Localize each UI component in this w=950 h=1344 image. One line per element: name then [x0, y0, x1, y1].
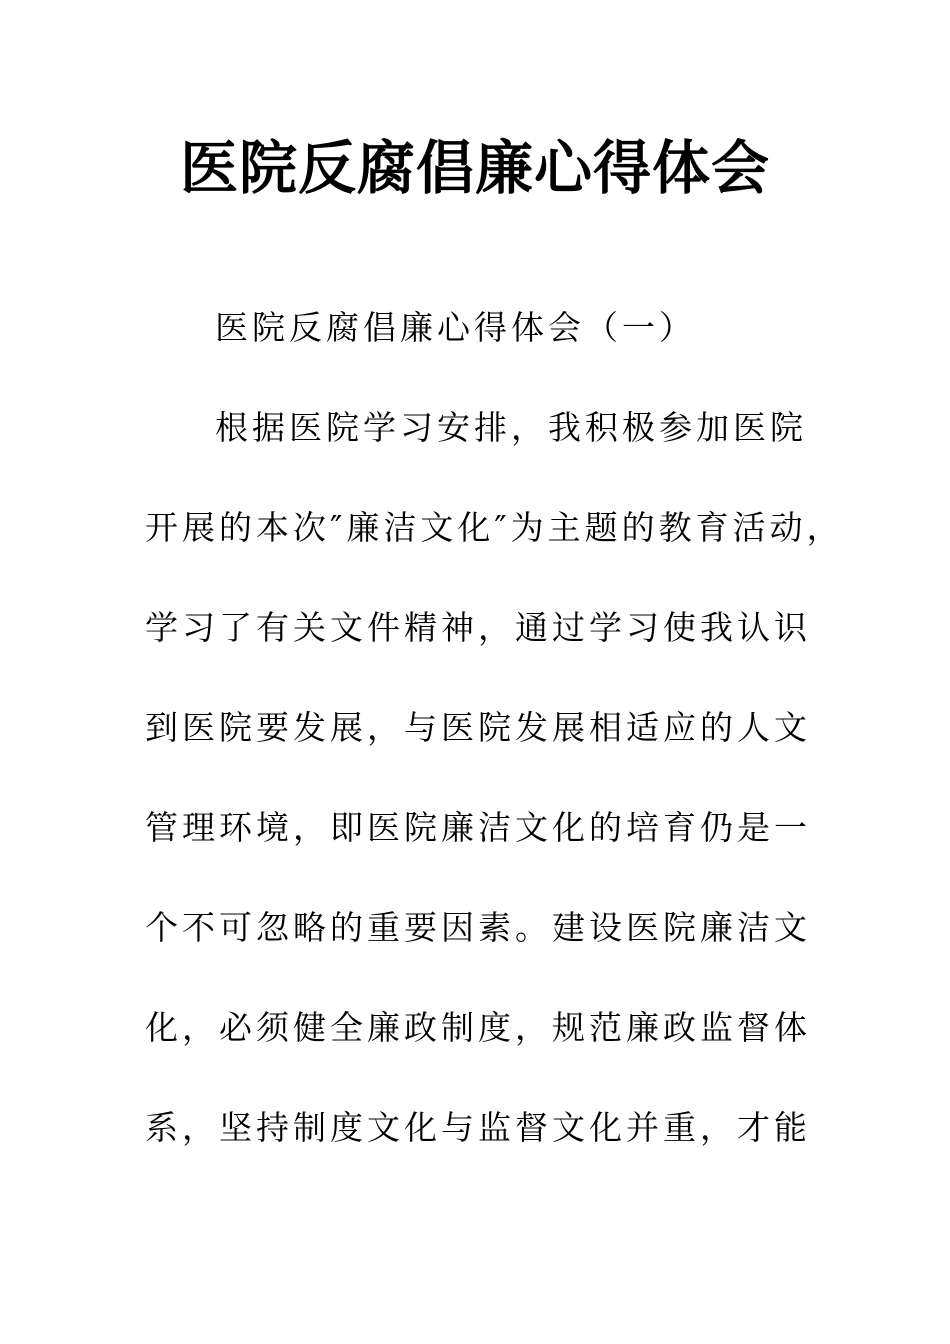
body-line: 学习了有关文件精神，通过学习使我认识 [145, 608, 811, 647]
body-line: 根据医院学习安排，我积极参加医院 [215, 408, 807, 447]
body-line: 系，坚持制度文化与监督文化并重，才能 [145, 1108, 811, 1147]
body-line: 管理环境，即医院廉洁文化的培育仍是一 [145, 808, 811, 847]
body-line: 化，必须健全廉政制度，规范廉政监督体 [145, 1008, 811, 1047]
section-subtitle: 医院反腐倡廉心得体会（一） [215, 308, 696, 347]
body-line: 开展的本次″廉洁文化″为主题的教育活动， [145, 508, 844, 547]
document-title: 医院反腐倡廉心得体会 [179, 134, 770, 202]
body-line: 到医院要发展，与医院发展相适应的人文 [145, 708, 811, 747]
body-line: 个不可忽略的重要因素。建设医院廉洁文 [145, 908, 811, 947]
